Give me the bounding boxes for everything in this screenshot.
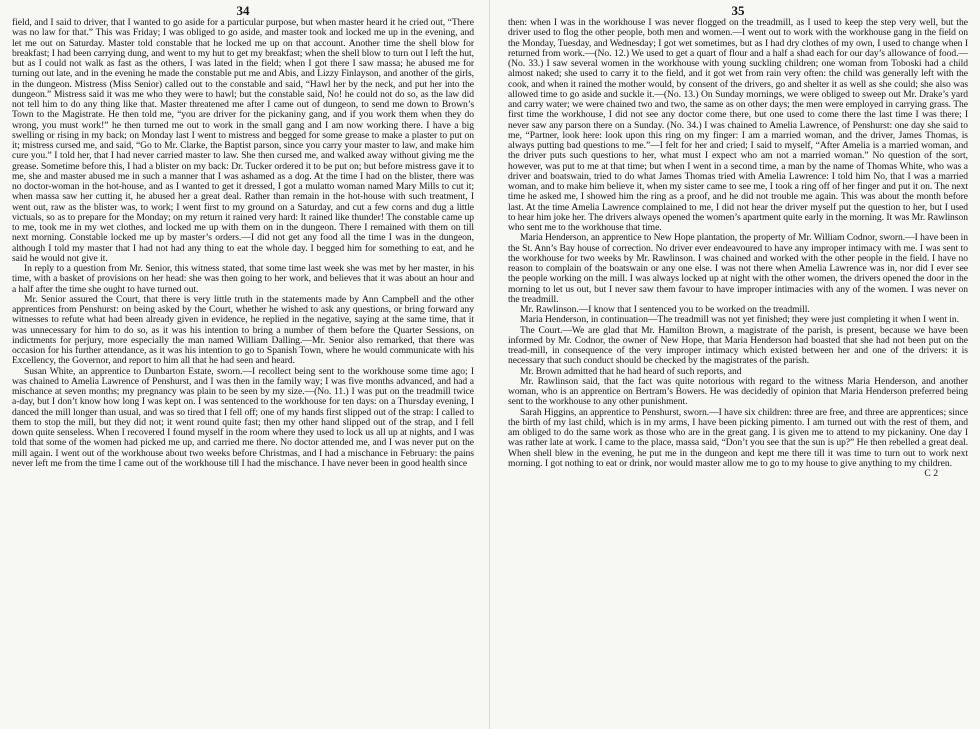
signature-mark: C 2	[924, 468, 938, 479]
paragraph: Mr. Senior assured the Court, that there is very little truth in the statements made by Ann Campbell and the other apprentices from Penshurst: on being asked by the Court, whether he wished to ask any questions, or bring forward any witnesses to refute what had been already given in evidence, he replied in the negative, saying at the same time, that it was unnecessary for him to do so, as it was his intention to bring a number of them before the Quarter Sessions, on indictments for perjury, more especially the man named William Dalling.—Mr. Senior also remarked, that there was occasion for his further attendance, as it was his intention to go to Spanish Town, where he would communicate with his Excellency, the Governor, and report to him all that he had seen and heard.	[12, 293, 474, 367]
paragraph: In reply to a question from Mr. Senior, this witness stated, that some time last week she was met by her master, in his time, with a basket of provisions on her head: she was then going to her work, and believes that it was about an hour and a half after the time she ought to have turned out.	[12, 263, 474, 295]
text-column	[12, 18, 474, 469]
paragraph: Susan White, an apprentice to Dunbarton Estate, sworn.—I recollect being sent to the workhouse some time ago; I was chained to Amelia Lawrence of Penshurst, and I was then in the family way; I was five months advanced, and had a mischance at seven months; my pregnancy was plain to be seen by my size.—(No. 11.) I was put on the treadmill twice a-day, but I don’t know how long I was kept on. I was sentenced to the workhouse for ten days: on a Thursday evening, I danced the mill longer than usual, and was so tired that I fell off; one of my hands first slipped out of the strap: I called to them to stop the mill, but they did not; it went round quite fast; then my other hand slipped out of the strap, and I fell down quite senseless. When I recovered I found myself in the room where they used to lock us all up at nights, and I was told that some of the women had picked me up, and carried me there. No doctor attended me, and I was never put on the mill again. I went out of the workhouse about two weeks before Christmas, and I had a mischance in February: the pains never left me from the time I came out of the workhouse till I had the mischance. I have never been in good health since	[12, 365, 474, 469]
page-number: 35	[731, 3, 745, 18]
paragraph: field, and I said to driver, that I wanted to go aside for a particular purpose, but when master heard it he cried out, “There was no law for that.” This was Friday; I was obliged to go aside, and master took and locked me up in the evening, and let me out on Saturday. Master told constable that he locked me up on that account. Another time the shell blow for breakfast; I had been carrying dung, and went to my hut to get my breakfast; when the shell blow to turn out I left the hut, but as I could not walk as fast as the others, I was lated in the field; when I got there I saw massa; he abused me for turning out late, and in the evening he made the constable put me and Abis, and Lizzy Finlayson, and another of the girls, in the dungeon. Mistress (Miss Senior) called out to the constable and said, “Hawl her by the neck, and put her into the dungeon.” Mistress said it was me who they were to hawl; but the constable said, No! he could not do so, as the law did not tell him to do any thing like that. Master threatened me after I came out of dungeon, to send me down to Brown’s Town to the Magistrate. He then told me, “you are driver for the pickaniny gang, and if you work them when they do wrong, you must work!” he then turned me out to work in the small gang and I am now working there. I have a big swelling or rising in my back; on Monday last I went to mistress and begged for some grease to make a plaster to put on it; mistress cursed me, and said, “Go to Mr. Clarke, the Baptist parson, since you carry your master to law, and make him cure you.” I told her, that I had never carried master to law. She then cursed me, and walked away without giving me the grease. Sometime before this, I had a blister on my back: Dr. Tucker ordered it to be put on; but before mistress gave it to me, she and master abused me in such a manner that I was ashamed as a dog. At the time I had on the blister, there was no doctor-woman in the hot-house, and as I wanted to get it dressed, I got a mulatto woman named Mary Mills to cut it; when massa saw her cutting it, he abused her a great deal. Rather than remain in the hot-house with such treatment, I went out, raw as the blister was, to work; I went first to my ground on a Saturday, and cut a few corns and dug a little victuals, so as to prepare for the Monday; on my return it rained very hard: It rained like thunder! The constable came up to me, took me in my wet clothes, and locked me up with them on in the dungeon. There I remained with them on till next morning. Constable locked me up by master’s orders.—I did not get any food all the time I was in the dungeon, although I told my master that I had not had any thing to eat the whole day. I begged him for something to eat, and he said he would not give it.	[12, 17, 474, 264]
paragraph: Mr. Rawlinson.—I know that I sentenced you to be worked on the treadmill.	[520, 304, 810, 315]
paragraph: The Court.—We are glad that Mr. Hamilton Brown, a magistrate of the parish, is present, because we have been informed by Mr. Codnor, the owner of New Hope, that Maria Henderson had boasted that she had not been put on the tread-mill, in consequence of the very improper intimacy which existed between her and one of the drivers: it is necessary that such conduct should be checked by the magistrates of the parish.	[508, 324, 968, 367]
page-number: 34	[236, 3, 250, 18]
paragraph: Sarah Higgins, an apprentice to Penshurst, sworn.—I have six children: three are free, and three are apprentices; since the birth of my last child, which is in my arms, I have been picking pimento. I am turned out with the rest of them, and am obliged to do the same work as those who are in the great gang. I is given me to attend to my pickaniny. One day I was rather late at work. I came to the place, massa said, “Don’t you see that the sun is up?” He then rebelled a great deal. When shell blew in the evening, he put me in the dungeon and kept me there till it was time to turn out to work next morning. I got nothing to eat or drink, nor would master allow me to go to my house to give anything to my children.	[508, 406, 968, 469]
paragraph: Maria Henderson, in continuation—The treadmill was not yet finished; they were just completing it when I went in.	[520, 314, 960, 326]
paragraph: then: when I was in the workhouse I was never flogged on the treadmill, as I used to keep the step very well, but the driver used to flog the other people, both men and women.—I went out to work with the workhouse gang in the field on the Monday, Tuesday, and Wednesday; I got wet sometimes, but as I had dry clothes of my own, I used to change when I returned from work.—(No. 12.) We used to get a quart of flour and a half a shad each for our day’s allowance of food.—(No. 33.) I saw several women in the workhouse with young suckling children; one woman from Toboski had a child almost naked; she used to carry it to the field, and it got wet from rain very often: the child was generally left with the cook, and when it rained the mother would, by consent of the drivers, go and shelter it as well as she could; she also was allowed time to go aside and suckle it.—(No. 13.) On Sunday mornings, we were obliged to sweep out Mr. Drake’s yard and carry water; we were chained two and two, the same as on other days; the men were employed in carrying grass. The first time the workhouse, I did not see any doctor come there, but one used to come there the last time I was there; I never saw any parson there on a Sunday. (No. 34.) I was chained to Amelia Lawrence, of Penshurst: one day she said to me, “Partner, look here: look upon this ring on my finger: I am a married woman, and the driver, James Thomas, is always putting bad questions to me.”—I felt for her and cried; I said to myself, “After Amelia is a married woman, and the driver puts such questions to her, what must I expect who am not a married woman.” No question of the sort, however, was put to me at that time; but when I went in a second time, a man by the name of Thomas White, who was a driver and boatswain, tried to do what James Thomas tried with Amelia Lawrence: I told him No, that I was a married woman, and to make him believe it, when my sister came to see me, I took a ring off of her finger and put it on. The next time he asked me, I showed him the ring as a proof, and he did not trouble me again. This was about the month before last. At the time Amelia Lawrence complained to me, I did not hear the driver myself put the question to her, but I used to hear him joke her. The drivers always opened the women’s apartment quite early in the morning. It was Mr. Rawlinson who sent me to the workhouse that time.	[508, 17, 968, 233]
text-column	[508, 18, 968, 469]
right-page	[490, 0, 980, 729]
paragraph: Mr. Brown admitted that he had heard of such reports, and	[520, 365, 742, 377]
paragraph: Maria Henderson, an apprentice to New Hope plantation, the property of Mr. William Codnor, sworn.—I have been in the St. Ann’s Bay house of correction. No driver ever endeavoured to have any improper intimacy with me. I was sent to the workhouse for two weeks by Mr. Rawlinson. I was chained and worked with the other people in the field. I have no reason to complain of the boatswain or any one else. I was not there when Amelia Lawrence was in, nor did I ever see the people working on the mill. I was always locked up at night with the other women, the drivers opened the door in the morning to let us out, but I never saw them favour to have improper intimacies with any of the women. I was never on the treadmill.	[508, 232, 968, 305]
paragraph: Mr. Rawlinson said, that the fact was quite notorious with regard to the witness Maria Henderson, and another woman, who is an apprentice on Bertram’s Bowers. He was decidedly of opinion that Maria Henderson preferred being sent to the workhouse to any other punishment.	[508, 375, 968, 408]
